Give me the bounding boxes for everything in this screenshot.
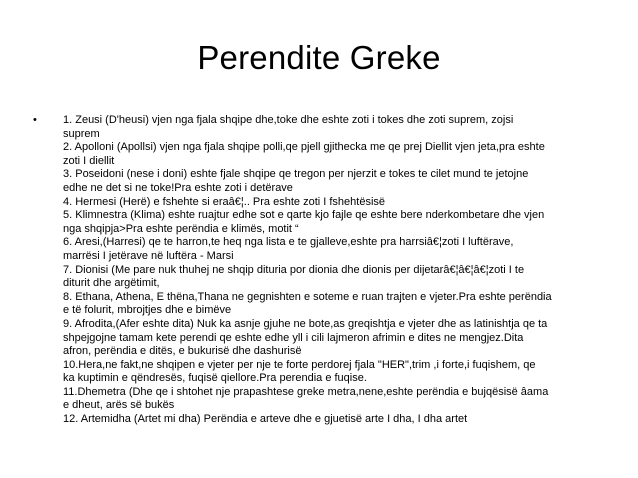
text-line: 10.Hera,ne fakt,ne shqipen e vjeter per nje te forte perdorej fjala "HER",trim ,i forte,i fuqishem, qe (63, 358, 536, 371)
text-line: 1. Zeusi (D'heusi) vjen nga fjala shqipe dhe,toke dhe eshte zoti i tokes dhe zoti suprem, zojsi (63, 114, 514, 126)
text-line: 5. Klimnestra (Klima) eshte ruajtur edhe sot e qarte kjo fajle qe eshte bere nderkombetare dhe vjen (63, 209, 545, 222)
text-line: 12. Artemidha (Artet mi dha) Perëndia e arteve dhe e gjuetisë arte I dha, I dha artet (63, 413, 468, 426)
text-line: 6. Aresi,(Harresi) qe te harron,te heq nga lista e te gjalleve,eshte pra harrsiâ€¦zoti I luftërave, (63, 236, 514, 249)
text-line: edhe ne det si ne toke!Pra eshte zoti i detërave (63, 181, 293, 194)
text-line: e dheut, arës së bukës (63, 399, 175, 412)
text-line: 3. Poseidoni (nese i doni) eshte fjale shqipe qe tregon per njerzit e tokes te cilet mund te jetojne (63, 168, 529, 181)
text-line: marrësi I jetërave në luftëra - Marsi (63, 249, 234, 262)
text-line: diturit dhe argëtimit, (63, 277, 160, 290)
text-line: zoti I diellit (63, 154, 115, 167)
text-line: ka kuptimin e qëndresës, fuqisë qiellore.Pra perendia e fuqise. (63, 372, 367, 385)
text-line: 7. Dionisi (Me pare nuk thuhej ne shqip dituria por dionia dhe dionis per dijetarâ€¦â€¦â€¦zoti I te (63, 263, 525, 276)
slide-title: Perendite Greke (197, 39, 441, 76)
text-line: suprem (63, 127, 100, 140)
bullet-text (63, 114, 613, 427)
text-line: e të folurit, mbrojtjes dhe e bimëve (63, 304, 232, 317)
text-line: 4. Hermesi (Herë) e fshehte si eraâ€¦.. Pra eshte zoti I fshehtësisë (63, 195, 386, 208)
text-line: 9. Afrodita,(Afer eshte dita) Nuk ka asnje gjuhe ne bote,as greqishtja e vjeter dhe as latinishtja qe ta (63, 317, 548, 330)
text-line: nga shqipja>Pra eshte perëndia e klimës, motit “ (63, 222, 299, 235)
text-line: 11.Dhemetra (Dhe qe i shtohet nje prapashtese greke metra,nene,eshte perëndia e bujqësisë âama (63, 385, 549, 398)
text-line: shpejgojne tamam kete perendi qe eshte edhe yll i cili lajmeron afrimin e dites ne mengjez.Dita (63, 331, 524, 344)
text-line: 8. Ethana, Athena, E thëna,Thana ne gegnishten e soteme e ruan trajten e vjeter.Pra eshte perëndia (63, 290, 552, 303)
text-line: afron, perëndia e ditës, e bukurisë dhe dashurisë (63, 345, 302, 358)
text-line: 2. Apolloni (Apollsi) vjen nga fjala shqipe polli,qe pjell gjithecka me qe prej Diellit vjen jeta,pra eshte (63, 141, 545, 154)
bullet-marker: • (33, 114, 37, 126)
